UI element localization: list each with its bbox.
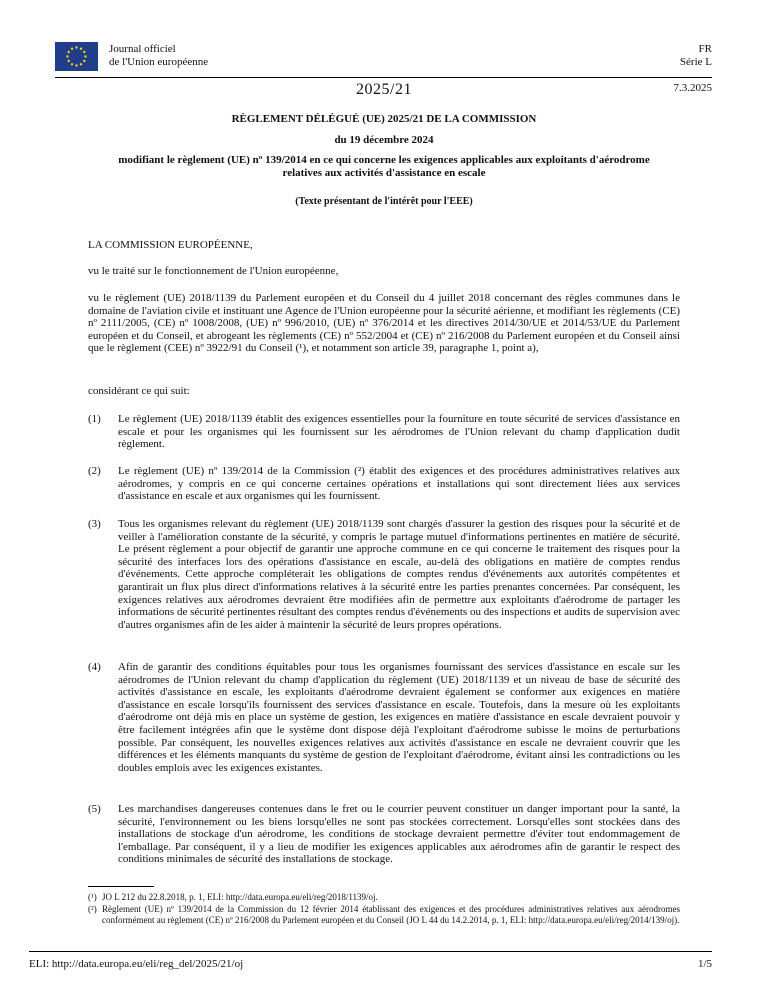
flag-star [68,51,70,53]
language-code: FR [698,43,712,55]
flag-star [84,55,86,57]
citation-treaty: vu le traité sur le fonctionnement de l'Union européenne, [88,265,339,277]
flag-star [75,64,77,66]
flag-star [75,46,77,48]
flag-star [83,51,85,53]
flag-star [83,60,85,62]
citation-regulation: vu le règlement (UE) 2018/1139 du Parlement européen et du Conseil du 4 juillet 2018 concernant des règles communes dans le domaine de l'aviation civile et instituant une Agence de l'Union européenne pour la sécurité aérienne, et modifiant les règlements (CE) nº 2111/2005, (CE) nº 1008/2008, (UE) nº 996/2010, (UE) nº 376/2014 et les directives 2014/30/UE et 2014/53/UE du Parlement européen et du Conseil, et abrogeant les règlements (CE) nº 552/2004 et (CE) nº 216/2008 du Parlement européen et du Conseil ainsi que le règlement (CEE) nº 3922/91 du Conseil (¹), et notamment son article 39, paragraphe 1, point a), [88,292,680,355]
footnote-1 [88,892,680,903]
footnote-2 [88,904,680,925]
footnote-number: (²) [88,904,97,914]
flag-star [68,60,70,62]
flag-star [80,63,82,65]
recital-number: (3) [88,518,101,530]
header-divider [55,77,712,78]
language-series [680,43,712,69]
journal-line2: de l'Union européenne [109,56,209,68]
commission-line: LA COMMISSION EUROPÉENNE, [88,239,253,251]
journal-line1: Journal officiel [109,43,176,55]
recital-number: (1) [88,413,101,425]
series-label: Série L [679,56,712,68]
considerant-line: considérant ce qui suit: [88,385,190,397]
recital-text: Le règlement (UE) 2018/1139 établit des exigences essentielles pour la fourniture en toute sécurité de services d'assistance en escale et pour les organismes qui les fournissent sur les aérodromes de l'Union relevant du champ d'application dudit règlement. [118,413,680,451]
recital-1 [88,413,680,451]
footnote-number: (¹) [88,892,97,902]
recital-number: (2) [88,465,101,477]
recital-number: (4) [88,661,101,673]
recital-text: Tous les organismes relevant du règlement (UE) 2018/1139 sont chargés d'assurer la gestion des risques pour la sécurité et de veiller à l'amélioration constante de la sécurité, y compris le partage mutuel d'informations pertinentes en matière de sécurité. Le présent règlement a pour objectif de garantir une approche commune en ce qui concerne le traitement des risques pour la sécurité des interfaces lors des opérations d'assistance en escale, au-delà des obligations en matière de comptes rendus d'événements. Cette approche compléterait les obligations de comptes rendus d'événements aux autorités compétentes et garantirait un flux plus direct d'informations relatives à la sécurité entre les parties prenantes concernées. Par conséquent, les exigences relatives aux aérodromes devraient être modifiées afin de permettre aux exploitants d'aérodrome de partager les informations de sécurité pertinentes résultant des comptes rendus d'événements ou des inspections et audits de supervision avec d'autres organismes afin de les aider à maintenir la sécurité de leurs propres opérations. [118,518,680,631]
recital-5 [88,803,680,866]
document-number: 2025/21 [356,81,412,98]
eli-link[interactable]: ELI: http://data.europa.eu/eli/reg_del/2025/21/oj [29,958,244,970]
recital-text: Le règlement (UE) nº 139/2014 de la Commission (²) établit des exigences et des procédures administratives relatives aux aérodromes, y compris en ce qui concerne certaines opérations et installations qui sont directement liées aux services d'assistance en escale et aux organismes qui les fournissent. [118,465,680,503]
regulation-subject: modifiant le règlement (UE) nº 139/2014 en ce qui concerne les exigences applicables aux exploitants d'aérodrome relatives aux activités d'assistance en escale [118,154,650,179]
eee-notice: (Texte présentant de l'intérêt pour l'EEE) [295,196,473,207]
recital-2 [88,465,680,503]
publication-date: 7.3.2025 [673,82,712,94]
page-number: 1/5 [697,958,712,970]
flag-star [71,63,73,65]
recital-text: Les marchandises dangereuses contenues dans le fret ou le courrier peuvent constituer un danger important pour la santé, la sécurité, l'environnement ou les biens lorsqu'elles ne sont pas stockées correctement. Lorsqu'elles sont stockées dans des installations de stockage d'un aérodrome, les conditions de stockage devraient permettre d'éviter tout endommagement de l'emballage. Par conséquent, il y a lieu de modifier les exigences applicables aux aérodromes afin de garantir le respect des conditions minimales de sécurité des installations de stockage. [118,803,680,866]
flag-star [80,48,82,50]
recital-4 [88,661,680,774]
regulation-date: du 19 décembre 2024 [334,134,434,146]
footnote-divider [88,886,154,887]
footer-divider [29,951,712,952]
flag-star [66,55,68,57]
footnote-text: Règlement (UE) nº 139/2014 de la Commission du 12 février 2014 établissant des exigences et des procédures administratives relatives aux aérodromes conformément au règlement (CE) nº 216/2008 du Parlement européen et du Conseil (JO L 44 du 14.2.2014, p. 1, ELI: http://data.europa.eu/eli/reg/2014/139/oj). [102,904,680,925]
recital-text: Afin de garantir des conditions équitables pour tous les organismes fournissant des services d'assistance en escale sur les aérodromes de l'Union relevant du champ d'application du règlement (UE) 2018/1139 et un niveau de base de sécurité des activités d'assistance en escale, les exploitants d'aérodrome devraient également se conformer aux exigences en matière d'assistance en escale lorsqu'ils fournissent des services d'assistance en escale. Toutefois, dans la mesure où les exploitants d'aérodrome ont déjà mis en place un système de gestion, les exigences en matière d'assistance en escale devraient pouvoir y être facilement intégrées afin que le système dont dispose déjà l'exploitant d'aérodrome subisse le moins de perturbations possible. Par conséquent, les nouvelles exigences relatives aux activités d'assistance en escale ne devraient couvrir que les différences et les éléments manquants du système de gestion de l'exploitant d'aérodrome, évitant ainsi les contradictions ou les doubles emplois avec les exigences existantes. [118,661,680,774]
recital-3 [88,518,680,631]
eu-flag-logo [55,42,98,71]
flag-star [71,48,73,50]
recital-number: (5) [88,803,101,815]
footnote-text: JO L 212 du 22.8.2018, p. 1, ELI: http://data.europa.eu/eli/reg/2018/1139/oj. [102,892,378,902]
journal-title [109,43,208,69]
regulation-title: RÈGLEMENT DÉLÉGUÉ (UE) 2025/21 DE LA COMMISSION [231,113,537,125]
